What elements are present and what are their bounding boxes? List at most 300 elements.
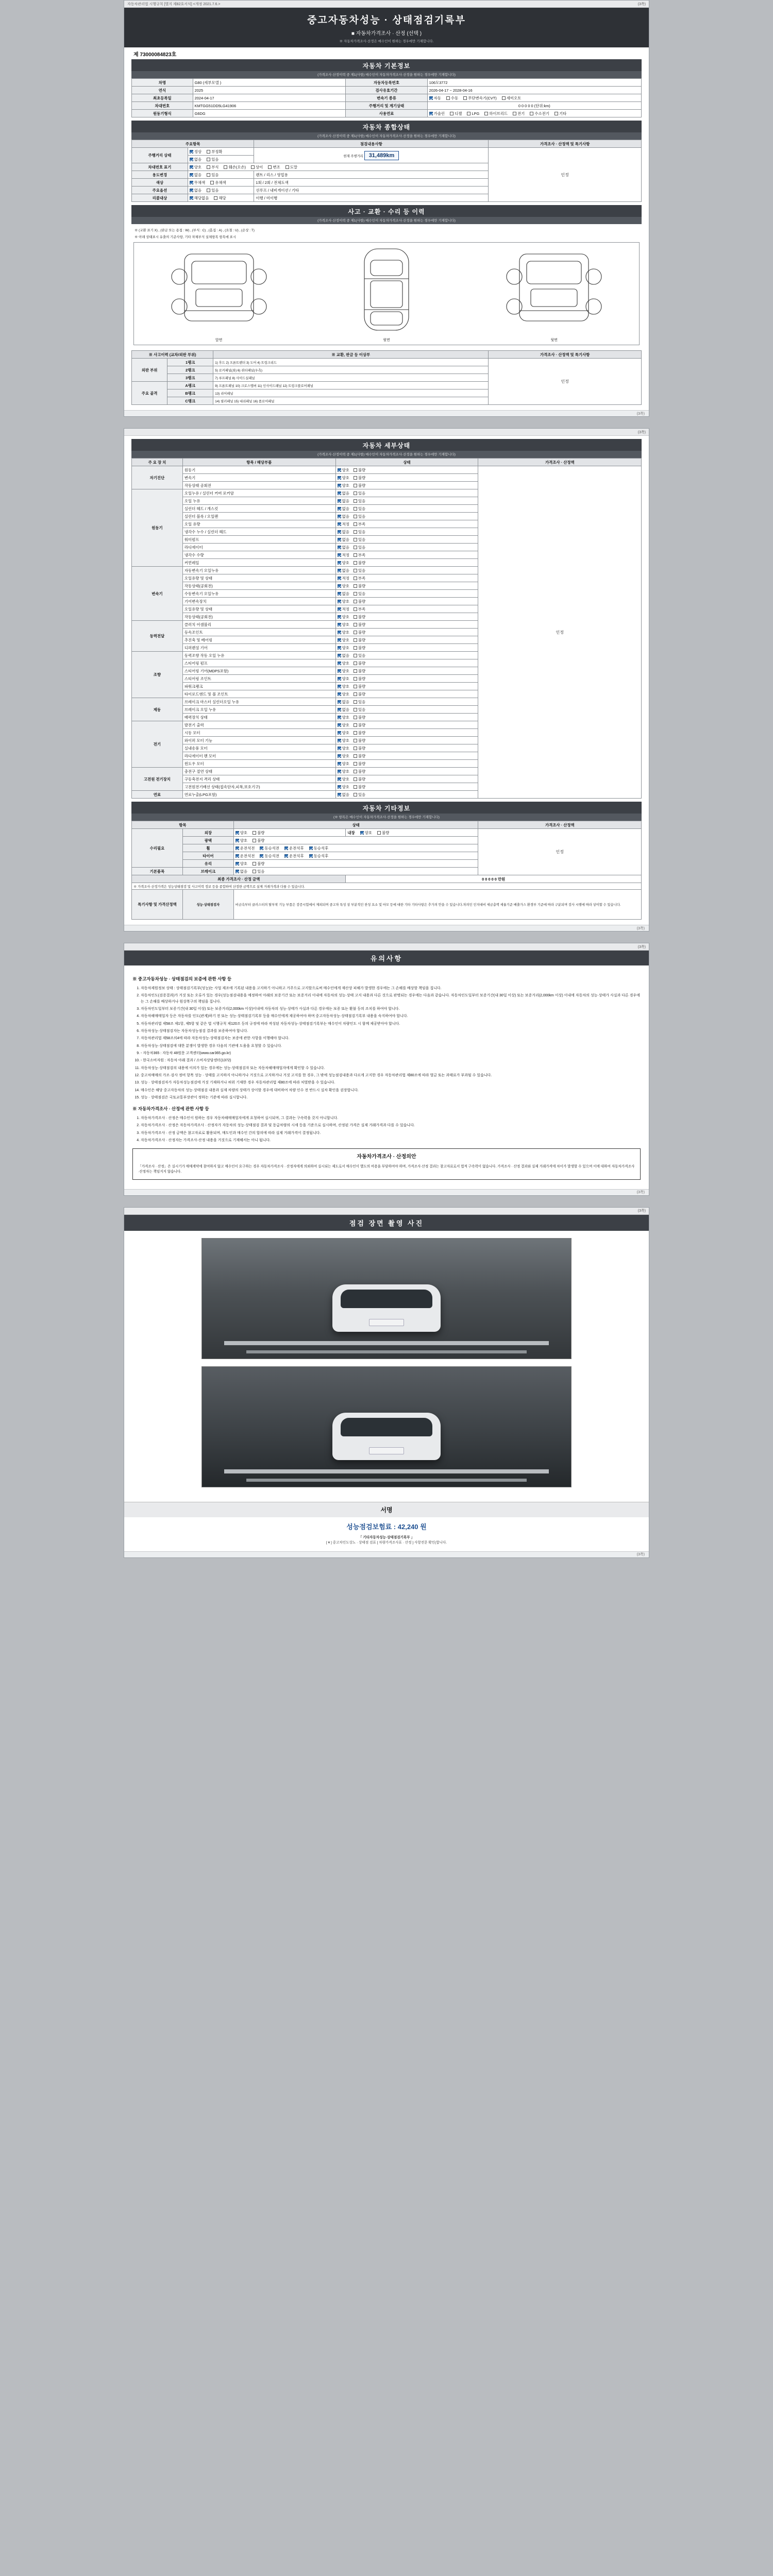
checkbox-icon[interactable] bbox=[190, 165, 193, 169]
option-label: 가솔린 bbox=[433, 111, 445, 116]
checkbox-icon[interactable] bbox=[253, 870, 256, 873]
detail-option[interactable] bbox=[354, 715, 365, 720]
checkbox-icon[interactable] bbox=[429, 96, 433, 100]
detail-option[interactable] bbox=[354, 552, 365, 558]
checkbox-icon[interactable] bbox=[354, 700, 357, 704]
checkbox-icon[interactable] bbox=[338, 793, 341, 796]
detail-option[interactable] bbox=[354, 684, 365, 689]
detail-option[interactable] bbox=[338, 645, 349, 651]
usage-yes[interactable] bbox=[207, 172, 219, 178]
checkbox-icon[interactable] bbox=[354, 739, 357, 742]
fee-line bbox=[124, 1517, 649, 1533]
total-price-label: 최종 가격조사 · 산정 금액 bbox=[132, 875, 346, 883]
checkbox-icon[interactable] bbox=[338, 770, 341, 773]
tire-fl[interactable] bbox=[236, 853, 255, 859]
detail-option[interactable] bbox=[338, 545, 349, 550]
checkbox-icon[interactable] bbox=[338, 476, 341, 480]
checkbox-icon[interactable] bbox=[354, 515, 357, 518]
vehicle-silhouette-rear bbox=[332, 1413, 441, 1460]
detail-option[interactable] bbox=[354, 784, 365, 790]
tire-rr[interactable] bbox=[309, 853, 329, 859]
detail-option[interactable] bbox=[354, 583, 365, 589]
detail-option[interactable] bbox=[338, 514, 349, 519]
checkbox-icon[interactable] bbox=[338, 723, 341, 727]
detail-option[interactable] bbox=[354, 722, 365, 728]
etc-int-good[interactable] bbox=[360, 830, 372, 836]
vehicle-silhouette bbox=[332, 1284, 441, 1332]
checkbox-icon[interactable] bbox=[190, 181, 193, 184]
detail-option[interactable] bbox=[354, 622, 365, 628]
checkbox-icon[interactable] bbox=[354, 793, 357, 796]
checkbox-icon[interactable] bbox=[354, 731, 357, 735]
checkbox-icon[interactable] bbox=[207, 165, 210, 169]
detail-option[interactable] bbox=[354, 707, 365, 713]
checkbox-icon[interactable] bbox=[338, 747, 341, 750]
checkbox-icon[interactable] bbox=[268, 165, 272, 169]
checkbox-icon[interactable] bbox=[338, 515, 341, 518]
detail-option[interactable] bbox=[338, 792, 349, 798]
detail-option[interactable] bbox=[354, 630, 365, 635]
detail-option[interactable] bbox=[354, 545, 365, 550]
options-no[interactable] bbox=[190, 188, 201, 193]
checkbox-icon[interactable] bbox=[354, 754, 357, 758]
checkbox-icon[interactable] bbox=[338, 754, 341, 758]
checkbox-icon[interactable] bbox=[236, 854, 239, 858]
checkbox-icon[interactable] bbox=[284, 854, 288, 858]
detail-option[interactable] bbox=[338, 738, 349, 743]
checkbox-icon[interactable] bbox=[354, 747, 357, 750]
detail-option[interactable] bbox=[338, 529, 349, 535]
detail-option[interactable] bbox=[338, 475, 349, 481]
detail-option[interactable] bbox=[354, 599, 365, 604]
detail-option[interactable] bbox=[338, 715, 349, 720]
option-label: 양호 bbox=[240, 830, 248, 835]
checkbox-icon[interactable] bbox=[284, 846, 288, 850]
etc-polish-good[interactable] bbox=[236, 838, 247, 843]
detail-option[interactable] bbox=[354, 660, 365, 666]
option-label: 부식 bbox=[211, 164, 219, 170]
etc-ext-good[interactable] bbox=[236, 830, 247, 836]
checkbox-icon[interactable] bbox=[354, 592, 357, 596]
detail-option[interactable] bbox=[354, 699, 365, 705]
base-none[interactable] bbox=[236, 869, 247, 874]
detail-option[interactable] bbox=[354, 521, 365, 527]
checkbox-icon[interactable] bbox=[354, 777, 357, 781]
wheel-fl[interactable] bbox=[236, 845, 255, 851]
checkbox-icon[interactable] bbox=[354, 522, 357, 526]
checkbox-icon[interactable] bbox=[338, 538, 341, 541]
meter-ok[interactable] bbox=[190, 157, 201, 162]
detail-item-label: 냉각수 수량 bbox=[182, 551, 335, 559]
odo-state-normal[interactable] bbox=[190, 149, 201, 155]
detail-option[interactable] bbox=[354, 475, 365, 481]
checkbox-icon[interactable] bbox=[530, 112, 533, 115]
checkbox-icon[interactable] bbox=[502, 96, 506, 100]
detail-option[interactable] bbox=[354, 668, 365, 674]
checkbox-icon[interactable] bbox=[354, 669, 357, 673]
detail-option[interactable] bbox=[338, 606, 349, 612]
checkbox-icon[interactable] bbox=[450, 112, 453, 115]
checkbox-icon[interactable] bbox=[354, 677, 357, 681]
color-achromatic[interactable] bbox=[190, 180, 205, 185]
checkbox-icon[interactable] bbox=[190, 196, 193, 200]
checkbox-icon[interactable] bbox=[338, 692, 341, 696]
detail-option[interactable] bbox=[338, 730, 349, 736]
field-label: 최초등록일 bbox=[132, 94, 193, 102]
fee-value: 42,240 원 bbox=[397, 1522, 427, 1531]
detail-option[interactable] bbox=[338, 583, 349, 589]
checkbox-icon[interactable] bbox=[251, 165, 255, 169]
etc-int-bad[interactable] bbox=[377, 830, 389, 836]
detail-item-label: 작동상태(공회전) bbox=[182, 582, 335, 590]
option-label: 적정 bbox=[342, 521, 349, 527]
checkbox-icon[interactable] bbox=[354, 584, 357, 588]
checkbox-icon[interactable] bbox=[338, 607, 341, 611]
checkbox-icon[interactable] bbox=[214, 196, 217, 200]
checkbox-icon[interactable] bbox=[463, 96, 467, 100]
checkbox-icon[interactable] bbox=[354, 530, 357, 534]
detail-option[interactable] bbox=[354, 614, 365, 620]
option-label: 있음 bbox=[358, 568, 366, 573]
checkbox-icon[interactable] bbox=[338, 623, 341, 626]
checkbox-icon[interactable] bbox=[354, 762, 357, 766]
checkbox-icon[interactable] bbox=[190, 189, 193, 192]
detail-option[interactable] bbox=[354, 738, 365, 743]
checkbox-icon[interactable] bbox=[338, 646, 341, 650]
checkbox-icon[interactable] bbox=[285, 165, 289, 169]
checkbox-icon[interactable] bbox=[338, 716, 341, 719]
checkbox-icon[interactable] bbox=[338, 584, 341, 588]
checkbox-icon[interactable] bbox=[207, 173, 210, 177]
detail-option[interactable] bbox=[338, 614, 349, 620]
option-semiauto[interactable] bbox=[502, 95, 522, 101]
checkbox-icon[interactable] bbox=[236, 831, 239, 835]
detail-option[interactable] bbox=[338, 552, 349, 558]
checkbox-icon[interactable] bbox=[338, 677, 341, 681]
checkbox-icon[interactable] bbox=[236, 846, 239, 850]
tire-rl[interactable] bbox=[284, 853, 304, 859]
odo-state-abnormal[interactable] bbox=[207, 149, 222, 155]
notice-item: 12. 중고차매매의 가조·검사 정비 항목 성능 · 상태를 고지하지 아니하거나 거짓으로 고지하거나 거짓 고지를 한 경우, 그 밖에 성능점검내용과 다르게 고지한 경우 자동차관리법 제80조에 따라 벌금 또는 과태료가 부과될 수 있습니다. bbox=[141, 1073, 641, 1078]
option-label: 있음 bbox=[358, 792, 366, 797]
detail-option[interactable] bbox=[338, 684, 349, 689]
checkbox-icon[interactable] bbox=[236, 839, 239, 842]
detail-option[interactable] bbox=[338, 722, 349, 728]
checkbox-icon[interactable] bbox=[338, 546, 341, 549]
detail-option[interactable] bbox=[354, 776, 365, 782]
panel-items: 5) 로커패널(좌) 6) 쿼터패널(우측) bbox=[213, 366, 489, 374]
checkbox-icon[interactable] bbox=[354, 492, 357, 495]
checkbox-icon[interactable] bbox=[354, 561, 357, 565]
detail-option[interactable] bbox=[338, 776, 349, 782]
wheel-rl[interactable] bbox=[284, 845, 304, 851]
detail-option[interactable] bbox=[354, 560, 365, 566]
checkbox-icon[interactable] bbox=[354, 499, 357, 503]
checkbox-icon[interactable] bbox=[338, 731, 341, 735]
option-label: 전기 bbox=[517, 111, 525, 116]
vin-erased[interactable] bbox=[285, 164, 297, 170]
checkbox-icon[interactable] bbox=[354, 716, 357, 719]
row-label-usage: 용도변경 bbox=[132, 171, 188, 179]
col-head-part: 항목 / 해당부품 bbox=[182, 459, 335, 466]
option-auto[interactable] bbox=[429, 95, 441, 101]
checkbox-icon[interactable] bbox=[354, 600, 357, 603]
checkbox-icon[interactable] bbox=[338, 507, 341, 511]
checkbox-icon[interactable] bbox=[260, 854, 263, 858]
option-label: 없음 bbox=[342, 707, 349, 712]
checkbox-icon[interactable] bbox=[554, 112, 558, 115]
base-yes[interactable] bbox=[253, 869, 264, 874]
option-hybrid[interactable] bbox=[484, 111, 508, 116]
checkbox-icon[interactable] bbox=[338, 569, 341, 572]
detail-option[interactable] bbox=[354, 676, 365, 682]
detail-option[interactable] bbox=[338, 506, 349, 512]
option-electric[interactable] bbox=[513, 111, 525, 116]
page-title: 중고자동차성능 · 상태점검기록부 bbox=[307, 15, 466, 26]
detail-option[interactable] bbox=[354, 575, 365, 581]
detail-option[interactable] bbox=[354, 645, 365, 651]
field-label: 원동기형식 bbox=[132, 110, 193, 117]
checkbox-icon[interactable] bbox=[354, 538, 357, 541]
overall-state-table bbox=[131, 140, 642, 202]
checkbox-icon[interactable] bbox=[338, 662, 341, 665]
option-diesel[interactable] bbox=[450, 111, 462, 116]
recall-yes[interactable] bbox=[214, 195, 226, 201]
checkbox-icon[interactable] bbox=[338, 700, 341, 704]
checkbox-icon[interactable] bbox=[253, 862, 256, 866]
detail-option[interactable] bbox=[338, 769, 349, 774]
checkbox-icon[interactable] bbox=[260, 846, 263, 850]
checkbox-icon[interactable] bbox=[338, 708, 341, 711]
checkbox-icon[interactable] bbox=[467, 112, 470, 115]
checkbox-icon[interactable] bbox=[354, 476, 357, 480]
option-hydrogen[interactable] bbox=[530, 111, 549, 116]
usage-no[interactable] bbox=[190, 172, 201, 178]
tire-fr[interactable] bbox=[260, 853, 279, 859]
checkbox-icon[interactable] bbox=[354, 723, 357, 727]
vin-good[interactable] bbox=[190, 164, 201, 170]
checkbox-icon[interactable] bbox=[354, 468, 357, 472]
checkbox-icon[interactable] bbox=[338, 739, 341, 742]
detail-option[interactable] bbox=[354, 606, 365, 612]
detail-option[interactable] bbox=[338, 490, 349, 496]
detail-option[interactable] bbox=[338, 568, 349, 573]
detail-option[interactable] bbox=[338, 660, 349, 666]
checkbox-icon[interactable] bbox=[338, 600, 341, 603]
checkbox-icon[interactable] bbox=[484, 112, 488, 115]
option-label: 있음 bbox=[358, 537, 366, 542]
detail-item-state bbox=[335, 551, 478, 559]
detail-option[interactable] bbox=[354, 514, 365, 519]
detail-option[interactable] bbox=[354, 483, 365, 488]
detail-item-label: 오일유량 및 상태 bbox=[182, 574, 335, 582]
checkbox-icon[interactable] bbox=[338, 631, 341, 634]
checkbox-icon[interactable] bbox=[354, 615, 357, 619]
checkbox-icon[interactable] bbox=[338, 522, 341, 526]
wheel-fr[interactable] bbox=[260, 845, 279, 851]
etc-ext-bad[interactable] bbox=[253, 830, 264, 836]
option-cvt[interactable] bbox=[463, 95, 496, 101]
recall-none[interactable] bbox=[190, 195, 209, 201]
detail-option[interactable] bbox=[338, 560, 349, 566]
checkbox-icon[interactable] bbox=[338, 615, 341, 619]
detail-option[interactable] bbox=[354, 792, 365, 798]
detail-option[interactable] bbox=[338, 599, 349, 604]
checkbox-icon[interactable] bbox=[377, 831, 381, 835]
option-label: 없음 bbox=[194, 157, 202, 162]
checkbox-icon[interactable] bbox=[354, 662, 357, 665]
checkbox-icon[interactable] bbox=[338, 553, 341, 557]
meter-ng[interactable] bbox=[207, 157, 219, 162]
checkbox-icon[interactable] bbox=[354, 507, 357, 511]
glass-bad[interactable] bbox=[253, 861, 264, 867]
checkbox-icon[interactable] bbox=[338, 561, 341, 565]
checkbox-icon[interactable] bbox=[354, 692, 357, 696]
detail-option[interactable] bbox=[338, 676, 349, 682]
detail-option[interactable] bbox=[338, 575, 349, 581]
checkbox-icon[interactable] bbox=[354, 785, 357, 789]
checkbox-icon[interactable] bbox=[354, 685, 357, 688]
detail-option[interactable] bbox=[354, 691, 365, 697]
checkbox-icon[interactable] bbox=[338, 592, 341, 596]
checkbox-icon[interactable] bbox=[338, 499, 341, 503]
checkbox-icon[interactable] bbox=[354, 623, 357, 626]
checkbox-icon[interactable] bbox=[309, 846, 313, 850]
detail-option[interactable] bbox=[354, 637, 365, 643]
detail-option[interactable] bbox=[354, 591, 365, 597]
checkbox-icon[interactable] bbox=[338, 777, 341, 781]
checkbox-icon[interactable] bbox=[338, 785, 341, 789]
checkbox-icon[interactable] bbox=[354, 553, 357, 557]
detail-option[interactable] bbox=[338, 637, 349, 643]
checkbox-icon[interactable] bbox=[354, 607, 357, 611]
glass-good[interactable] bbox=[236, 861, 247, 867]
checkbox-icon[interactable] bbox=[338, 654, 341, 657]
detail-option[interactable] bbox=[338, 707, 349, 713]
checkbox-icon[interactable] bbox=[354, 638, 357, 642]
option-label: 불량 bbox=[358, 691, 366, 697]
checkbox-icon[interactable] bbox=[446, 96, 450, 100]
options-yes[interactable] bbox=[207, 188, 219, 193]
option-gasoline[interactable] bbox=[429, 111, 445, 116]
checkbox-icon[interactable] bbox=[354, 577, 357, 580]
detail-option[interactable] bbox=[338, 745, 349, 751]
detail-option[interactable] bbox=[354, 506, 365, 512]
detail-option[interactable] bbox=[338, 498, 349, 504]
detail-option[interactable] bbox=[338, 630, 349, 635]
checkbox-icon[interactable] bbox=[354, 770, 357, 773]
checkbox-icon[interactable] bbox=[224, 165, 227, 169]
checkbox-icon[interactable] bbox=[190, 150, 193, 154]
checkbox-icon[interactable] bbox=[338, 669, 341, 673]
detail-option[interactable] bbox=[338, 591, 349, 597]
detail-option[interactable] bbox=[338, 653, 349, 658]
detail-option[interactable] bbox=[354, 730, 365, 736]
etc-polish-bad[interactable] bbox=[253, 838, 264, 843]
checkbox-icon[interactable] bbox=[253, 831, 256, 835]
checkbox-icon[interactable] bbox=[253, 839, 256, 842]
detail-option[interactable] bbox=[338, 483, 349, 488]
option-label: 불량 bbox=[358, 630, 366, 635]
checkbox-icon[interactable] bbox=[236, 862, 239, 866]
detail-option[interactable] bbox=[354, 467, 365, 473]
vin-damaged[interactable] bbox=[224, 164, 245, 170]
checkbox-icon[interactable] bbox=[338, 638, 341, 642]
detail-option[interactable] bbox=[354, 761, 365, 767]
vin-altered[interactable] bbox=[268, 164, 280, 170]
checkbox-icon[interactable] bbox=[513, 112, 516, 115]
checkbox-icon[interactable] bbox=[210, 181, 214, 184]
option-etc[interactable] bbox=[554, 111, 566, 116]
detail-item-label: 타이로드엔드 및 볼 조인트 bbox=[182, 690, 335, 698]
checkbox-icon[interactable] bbox=[360, 831, 364, 835]
checkbox-icon[interactable] bbox=[338, 577, 341, 580]
checkbox-icon[interactable] bbox=[338, 685, 341, 688]
detail-option[interactable] bbox=[338, 784, 349, 790]
checkbox-icon[interactable] bbox=[207, 189, 210, 192]
checkbox-icon[interactable] bbox=[354, 708, 357, 711]
detail-option[interactable] bbox=[354, 753, 365, 759]
detail-option[interactable] bbox=[338, 699, 349, 705]
detail-option[interactable] bbox=[354, 529, 365, 535]
detail-option[interactable] bbox=[354, 769, 365, 774]
overall-signature-cell: 인정 bbox=[489, 148, 642, 202]
vin-different[interactable] bbox=[251, 164, 263, 170]
checkbox-icon[interactable] bbox=[338, 468, 341, 472]
detail-option[interactable] bbox=[338, 521, 349, 527]
checkbox-icon[interactable] bbox=[338, 484, 341, 487]
detail-option[interactable] bbox=[338, 753, 349, 759]
option-manual[interactable] bbox=[446, 95, 458, 101]
etc-base-label: 기본품목 bbox=[132, 868, 183, 875]
detail-option[interactable] bbox=[354, 490, 365, 496]
detail-option[interactable] bbox=[338, 622, 349, 628]
checkbox-icon[interactable] bbox=[429, 112, 433, 115]
checkbox-icon[interactable] bbox=[354, 654, 357, 657]
checkbox-icon[interactable] bbox=[190, 158, 193, 161]
checkbox-icon[interactable] bbox=[354, 646, 357, 650]
color-chromatic[interactable] bbox=[210, 180, 226, 185]
checkbox-icon[interactable] bbox=[190, 173, 193, 177]
detail-option[interactable] bbox=[354, 537, 365, 543]
checkbox-icon[interactable] bbox=[354, 484, 357, 487]
detail-option[interactable] bbox=[354, 653, 365, 658]
detail-option[interactable] bbox=[354, 568, 365, 573]
detail-option[interactable] bbox=[354, 498, 365, 504]
detail-option[interactable] bbox=[338, 668, 349, 674]
checkbox-icon[interactable] bbox=[338, 762, 341, 766]
checkbox-icon[interactable] bbox=[207, 158, 210, 161]
checkbox-icon[interactable] bbox=[207, 150, 210, 154]
checkbox-icon[interactable] bbox=[354, 546, 357, 549]
checkbox-icon[interactable] bbox=[354, 569, 357, 572]
checkbox-icon[interactable] bbox=[338, 492, 341, 495]
option-label: 동승석전 bbox=[264, 853, 279, 858]
checkbox-icon[interactable] bbox=[309, 854, 313, 858]
vin-corrosion[interactable] bbox=[207, 164, 219, 170]
detail-option[interactable] bbox=[354, 745, 365, 751]
wheel-rr[interactable] bbox=[309, 845, 329, 851]
checkbox-icon[interactable] bbox=[338, 530, 341, 534]
detail-option[interactable] bbox=[338, 537, 349, 543]
checkbox-icon[interactable] bbox=[354, 631, 357, 634]
detail-option[interactable] bbox=[338, 761, 349, 767]
detail-option[interactable] bbox=[338, 467, 349, 473]
checkbox-icon[interactable] bbox=[236, 870, 239, 873]
detail-option[interactable] bbox=[338, 691, 349, 697]
detail-item-label: 스티어링 펌프 bbox=[182, 659, 335, 667]
option-lpg[interactable] bbox=[467, 111, 479, 116]
